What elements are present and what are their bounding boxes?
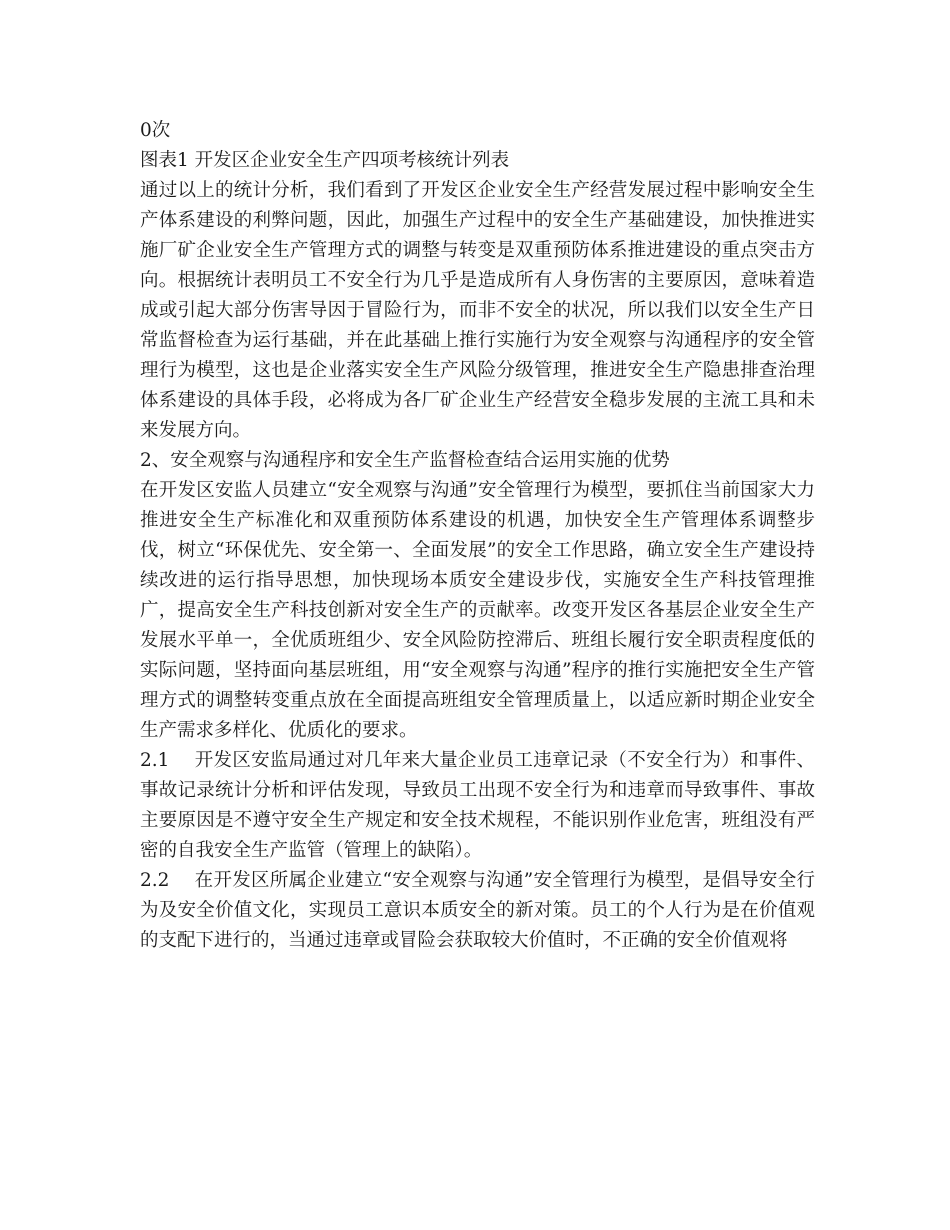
paragraph-statistics-analysis: 通过以上的统计分析，我们看到了开发区企业安全生产经营发展过程中影响安全生产体系建设的利弊问题，因此，加强生产过程中的安全生产基础建设，加快推进实施厂矿企业安全生产管理方式的调整与转变是双重预防体系推进建设的重点突击方向。根据统计表明员工不安全行为几乎是造成所有人身伤害的主要原因，意味着造成或引起大部分伤害导因于冒险行为，而非不安全的状况，所以我们以安全生产日常监督检查为运行基础，并在此基础上推行实施行为安全观察与沟通程序的安全管理行为模型，这也是企业落实安全生产风险分级管理，推进安全生产隐患排查治理体系建设的具体手段，必将成为各厂矿企业生产经营安全稳步发展的主流工具和未来发展方向。 <box>140 180 815 441</box>
document-body <box>140 116 815 956</box>
paragraph-safety-observation-model: 在开发区安监人员建立“安全观察与沟通”安全管理行为模型，要抓住当前国家大力推进安全生产标准化和双重预防体系建设的机遇，加快安全生产管理体系调整步伐，树立“环保优先、安全第一、全面发展”的安全工作思路，确立安全生产建设持续改进的运行指导思想，加快现场本质安全建设步伐，实施安全生产科技管理推广，提高安全生产科技创新对安全生产的贡献率。改变开发区各基层企业安全生产发展水平单一，全优质班组少、安全风险防控滞后、班组长履行安全职责程度低的实际问题，坚持面向基层班组，用“安全观察与沟通”程序的推行实施把安全生产管理方式的调整转变重点放在全面提高班组安全管理质量上，以适应新时期企业安全生产需求多样化、优质化的要求。 <box>140 480 815 741</box>
count-line: 0次 <box>140 120 171 141</box>
paragraph-2-1: 2.1 开发区安监局通过对几年来大量企业员工违章记录（不安全行为）和事件、事故记录统计分析和评估发现，导致员工出现不安全行为和违章而导致事件、事故主要原因是不遵守安全生产规定和安全技术规程，不能识别作业危害，班组没有严密的自我安全生产监管（管理上的缺陷）。 <box>140 750 815 861</box>
section-2-heading: 2、安全观察与沟通程序和安全生产监督检查结合运用实施的优势 <box>140 450 670 471</box>
table-caption: 图表1 开发区企业安全生产四项考核统计列表 <box>140 150 510 171</box>
paragraph-2-2: 2.2 在开发区所属企业建立“安全观察与沟通”安全管理行为模型，是倡导安全行为及安全价值文化，实现员工意识本质安全的新对策。员工的个人行为是在价值观的支配下进行的，当通过违章或冒险会获取较大价值时，不正确的安全价值观将 <box>140 870 815 951</box>
